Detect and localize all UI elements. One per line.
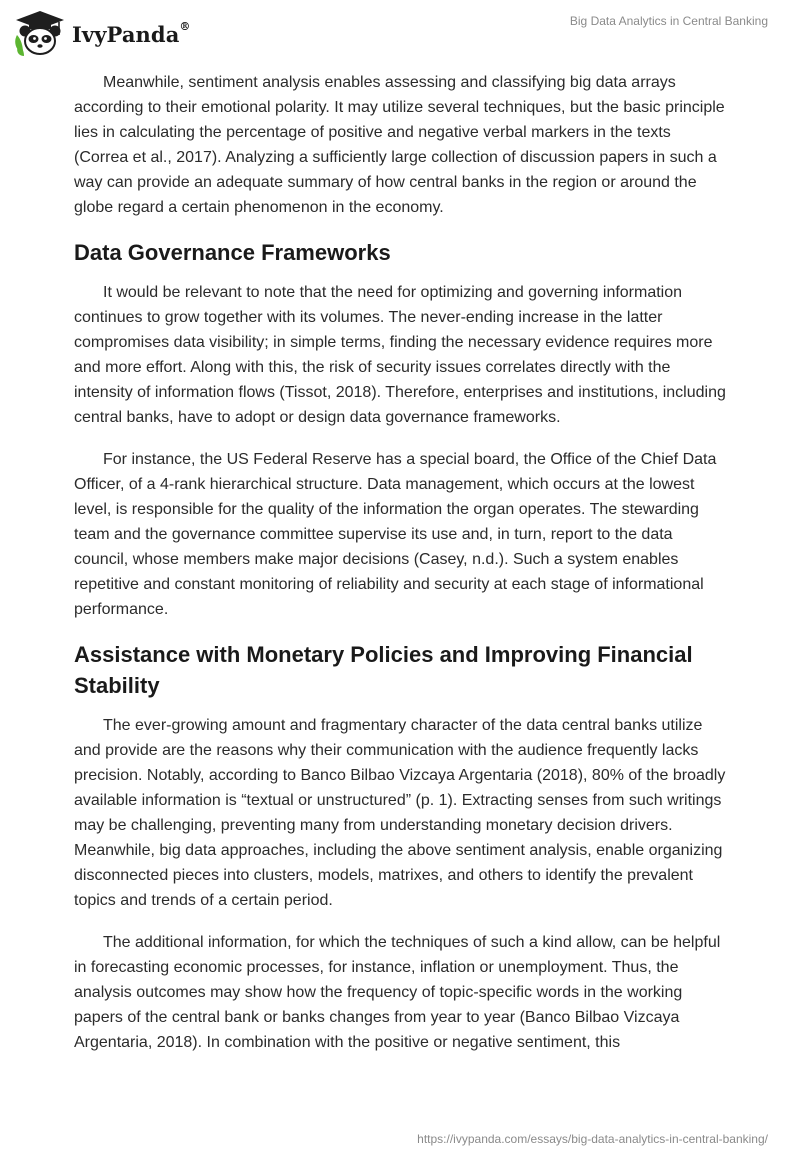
logo-wordmark — [72, 19, 191, 47]
paragraph: It would be relevant to note that the need for optimizing and governing information continues to grow together with its volumes. The never-ending increase in the latter compromises data visibility; in simple terms, finding the necessary evidence requires more and more effort. Along with this, the risk of security issues correlates directly with the intensity of information flows (Tissot, 2018). Therefore, enterprises and institutions, including central banks, have to adopt or design data governance frameworks. — [74, 284, 726, 426]
page-header — [0, 0, 800, 70]
logo-name: IvyPanda — [72, 21, 180, 47]
paragraph: The additional information, for which the techniques of such a kind allow, can be helpful in forecasting economic processes, for instance, inflation or unemployment. Thus, the analysis outcomes may show how the frequency of topic-specific words in the working papers of the central bank or banks changes from year to year (Banco Bilbao Vizcaya Argentaria, 2018). In combination with the positive or negative sentiment, this — [74, 934, 721, 1051]
paragraph: Meanwhile, sentiment analysis enables assessing and classifying big data arrays according to their emotional polarity. It may utilize several techniques, but the basic principle lies in calculating the percentage of positive and negative verbal markers in the texts (Correa et al., 2017). Analyzing a sufficiently large collection of discussion papers in such a way can provide an adequate summary of how central banks in the region or around the globe regard a certain phenomenon in the economy. — [74, 74, 725, 216]
paragraph: The ever-growing amount and fragmentary character of the data central banks utilize and provide are the reasons why their communication with the audience frequently lacks precision. Notably, according to Banco Bilbao Vizcaya Argentaria (2018), 80% of the broadly available information is “textual or unstructured” (p. 1). Extracting senses from such writings may be challenging, preventing many from understanding monetary decision drivers. Meanwhile, big data approaches, including the above sentiment analysis, enable organizing disconnected pieces into clusters, models, matrixes, and others to identify the prevalent topics and trends of a certain period. — [74, 717, 726, 909]
footer-url[interactable]: https://ivypanda.com/essays/big-data-analytics-in-central-banking/ — [417, 1132, 768, 1146]
paragraph: For instance, the US Federal Reserve has a special board, the Office of the Chief Data Officer, of a 4-rank hierarchical structure. Data management, which occurs at the lowest level, is responsible for the quality of the information the organ operates. The stewarding team and the governance committee supervise its use and, in turn, report to the data council, whose members make major decisions (Casey, n.d.). Such a system enables repetitive and constant monitoring of reliability and security at each stage of informational performance. — [74, 451, 717, 618]
registered-mark: ® — [179, 19, 191, 33]
section-heading-data-governance: Data Governance Frameworks — [74, 240, 391, 265]
essay-body — [74, 70, 729, 1072]
panda-graduate-icon — [14, 9, 66, 59]
section-heading-monetary-policies: Assistance with Monetary Policies and Improving Financial Stability — [74, 642, 693, 698]
document-title: Big Data Analytics in Central Banking — [569, 14, 768, 28]
ivypanda-logo[interactable] — [14, 8, 191, 60]
